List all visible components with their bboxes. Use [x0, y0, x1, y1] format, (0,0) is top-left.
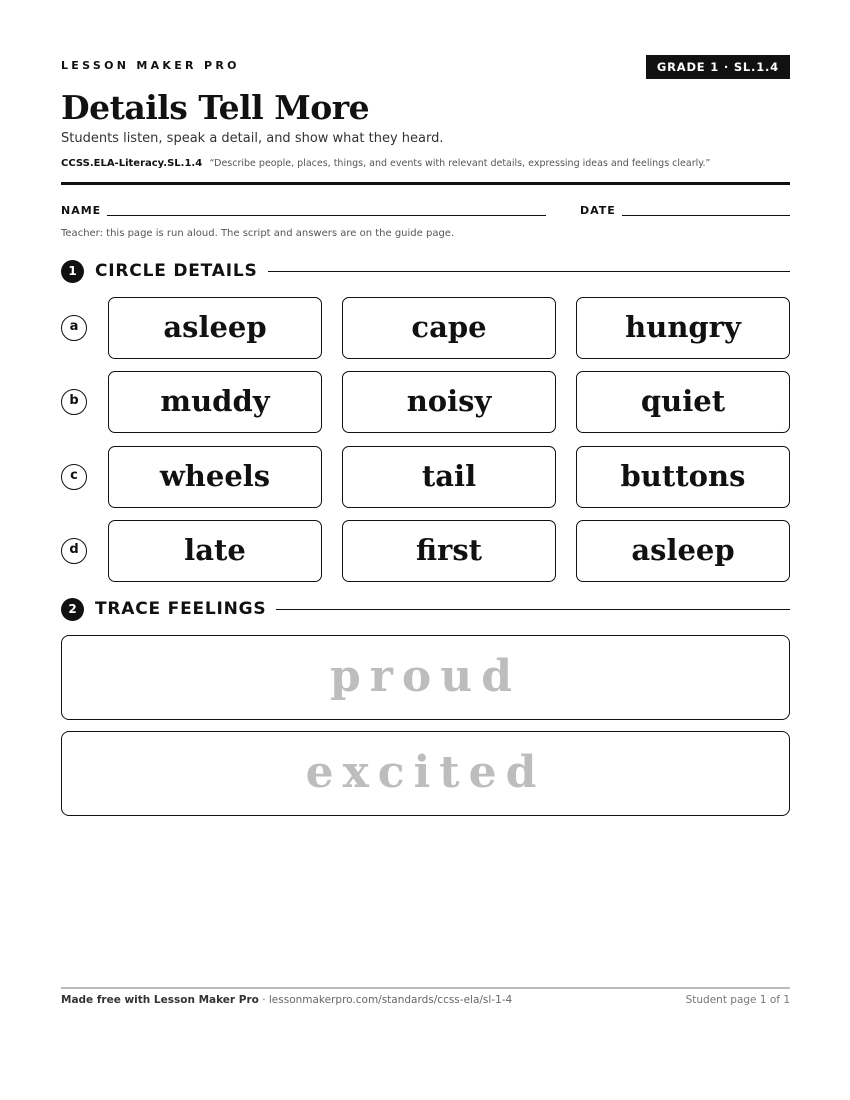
name-label: NAME [61, 204, 102, 217]
row-letter: c [61, 464, 87, 490]
page-title: Details Tell More [61, 88, 370, 127]
word-card[interactable]: cape [342, 297, 556, 359]
detail-row-d [61, 520, 790, 582]
word-card[interactable]: first [342, 520, 556, 582]
word-card[interactable]: asleep [108, 297, 322, 359]
word-card[interactable]: hungry [576, 297, 790, 359]
footer-separator: · [258, 994, 269, 1006]
date-label: DATE [580, 204, 616, 217]
worksheet-page [61, 0, 790, 1100]
section-trace-feelings-header [61, 597, 790, 621]
section-circle-details-header [61, 259, 790, 283]
footer-divider [61, 987, 790, 989]
trace-word-box[interactable]: proud [61, 635, 790, 720]
standard-line [61, 156, 710, 171]
word-card[interactable]: quiet [576, 371, 790, 433]
row-letter: d [61, 538, 87, 564]
detail-row-b [61, 371, 790, 433]
page-subtitle: Students listen, speak a detail, and show what they heard. [61, 131, 444, 146]
teacher-note: Teacher: this page is run aloud. The script and answers are on the guide page. [61, 228, 455, 239]
row-letter: b [61, 389, 87, 415]
trace-word-box[interactable]: excited [61, 731, 790, 816]
row-letter: a [61, 315, 87, 341]
word-card[interactable]: tail [342, 446, 556, 508]
footer-url[interactable]: lessonmakerpro.com/standards/ccss-ela/sl-1-4 [268, 994, 513, 1006]
name-field[interactable] [107, 215, 546, 216]
header-divider [61, 182, 790, 185]
footer-page-info: Student page 1 of 1 [685, 994, 790, 1006]
standard-quote: “Describe people, places, things, and events with relevant details, expressing ideas and feelings clearly.” [209, 158, 711, 169]
footer-made-with: Made free with Lesson Maker Pro [61, 994, 259, 1006]
brand-name: LESSON MAKER PRO [61, 59, 240, 72]
word-card[interactable]: late [108, 520, 322, 582]
grade-badge: GRADE 1 · SL.1.4 [646, 55, 790, 79]
section-title: CIRCLE DETAILS [95, 260, 268, 282]
word-card[interactable]: buttons [576, 446, 790, 508]
word-card[interactable]: wheels [108, 446, 322, 508]
section-number: 1 [61, 260, 84, 283]
detail-row-c [61, 446, 790, 508]
word-card[interactable]: noisy [342, 371, 556, 433]
footer-credit [61, 994, 512, 1006]
date-field[interactable] [622, 215, 790, 216]
word-card[interactable]: asleep [576, 520, 790, 582]
word-card[interactable]: muddy [108, 371, 322, 433]
section-number: 2 [61, 598, 84, 621]
standard-code: CCSS.ELA-Literacy.SL.1.4 [61, 158, 203, 169]
top-bar [61, 58, 790, 80]
section-title: TRACE FEELINGS [95, 598, 276, 620]
detail-row-a [61, 297, 790, 359]
